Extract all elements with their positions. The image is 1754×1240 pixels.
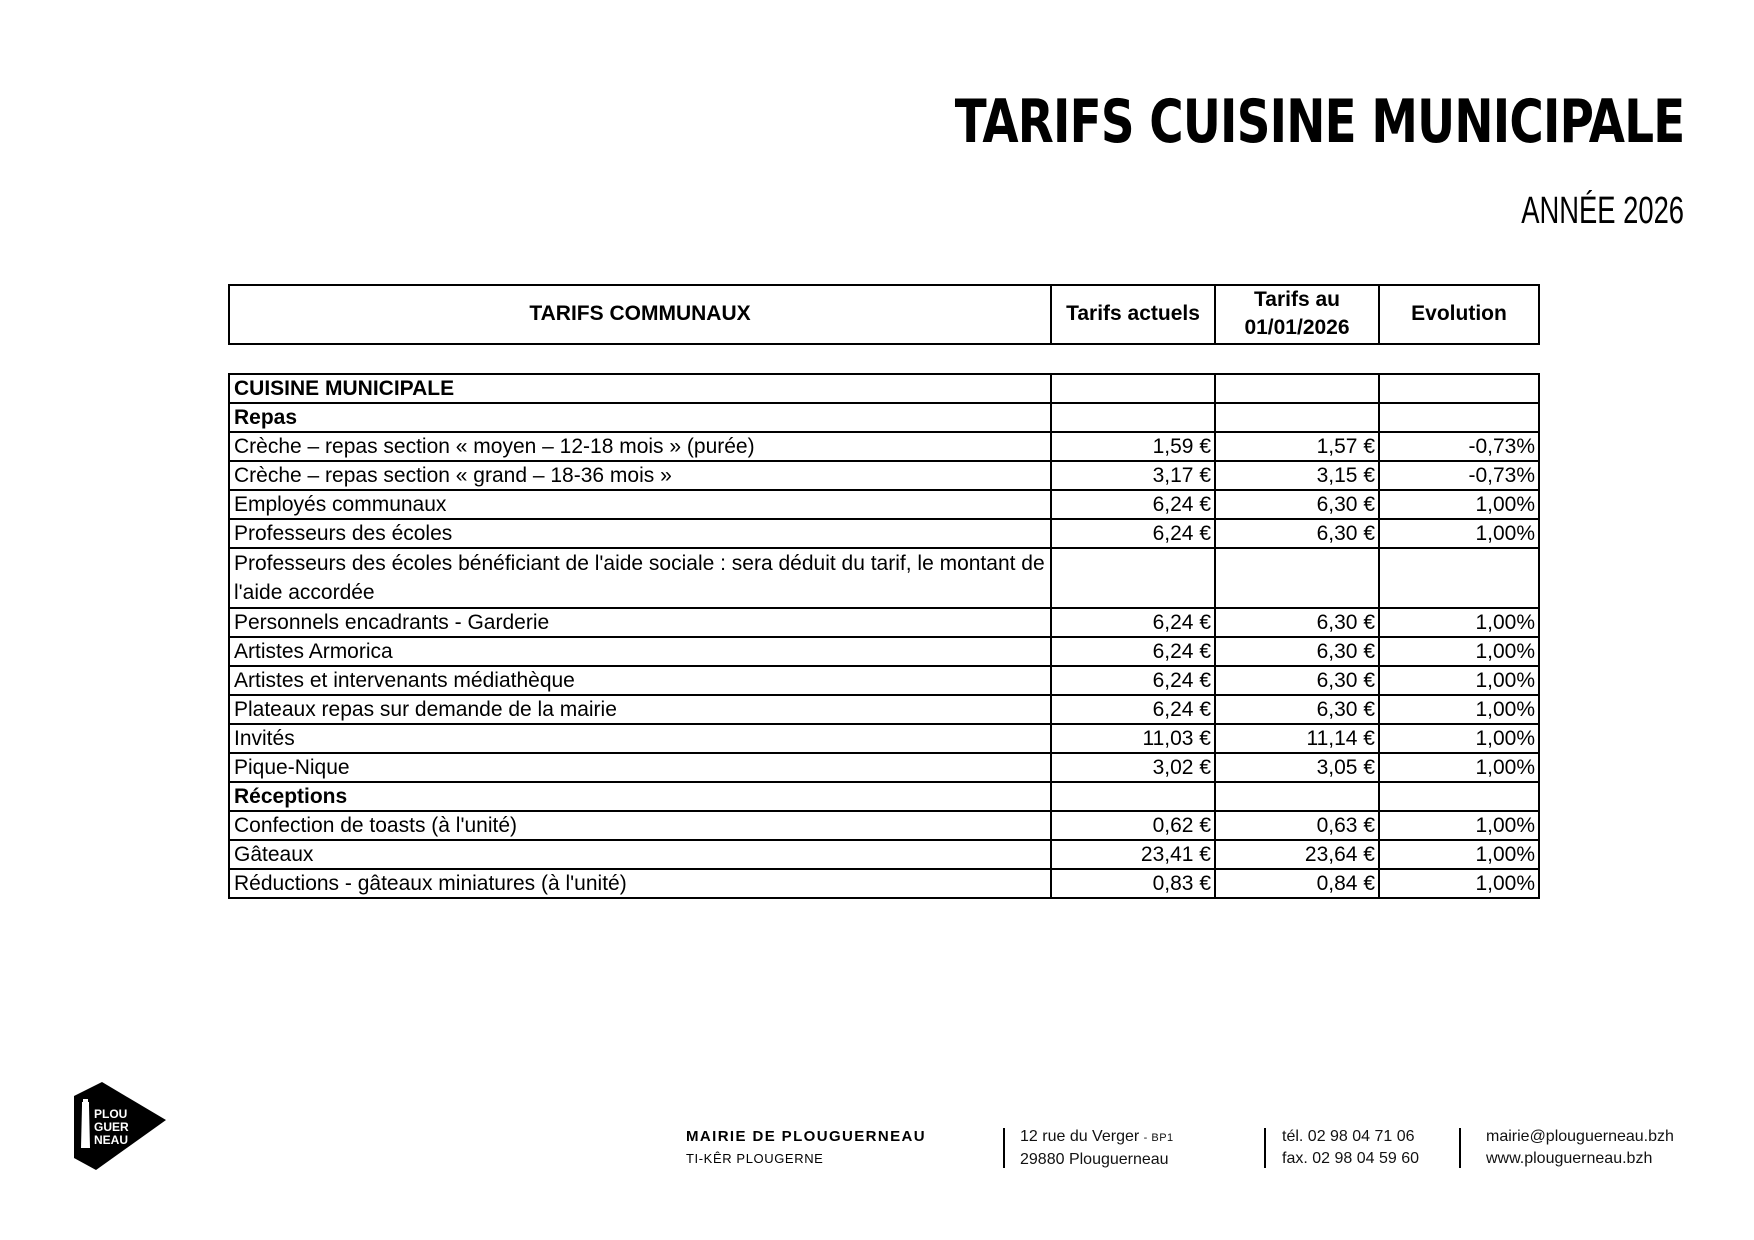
footer-divider: [1264, 1128, 1266, 1168]
footer-address: [1020, 1126, 1174, 1171]
new-price: 6,30 €: [1215, 666, 1379, 695]
new-price: 0,63 €: [1215, 811, 1379, 840]
current-price: 1,59 €: [1051, 432, 1215, 461]
current-price: 6,24 €: [1051, 490, 1215, 519]
subsection-row: [229, 782, 1539, 811]
logo-text-line2: GUER: [94, 1120, 129, 1134]
table-row: [229, 519, 1539, 548]
evolution-percent: 1,00%: [1379, 869, 1539, 898]
new-price: 6,30 €: [1215, 637, 1379, 666]
row-label: Employés communaux: [229, 490, 1051, 519]
current-price: 6,24 €: [1051, 519, 1215, 548]
new-price: [1215, 403, 1379, 432]
org-subtitle: TI-KÊR PLOUGERNE: [686, 1151, 824, 1166]
row-label: Repas: [229, 403, 1051, 432]
address-line1: 12 rue du Verger: [1020, 1128, 1140, 1145]
row-label: Gâteaux: [229, 840, 1051, 869]
current-price: 6,24 €: [1051, 666, 1215, 695]
new-price: 3,05 €: [1215, 753, 1379, 782]
evolution-percent: [1379, 782, 1539, 811]
current-price: 11,03 €: [1051, 724, 1215, 753]
row-label: Professeurs des écoles bénéficiant de l'aide sociale : sera déduit du tarif, le montant de l'aide accordée: [229, 548, 1051, 608]
row-label: Plateaux repas sur demande de la mairie: [229, 695, 1051, 724]
table-row: [229, 432, 1539, 461]
current-price: [1051, 374, 1215, 403]
current-price: 6,24 €: [1051, 695, 1215, 724]
row-label: Artistes et intervenants médiathèque: [229, 666, 1051, 695]
evolution-percent: -0,73%: [1379, 432, 1539, 461]
evolution-percent: 1,00%: [1379, 695, 1539, 724]
phone-fax: fax. 02 98 04 59 60: [1282, 1150, 1419, 1167]
header-tarifs-2026-line2: 01/01/2026: [1244, 316, 1350, 340]
row-label: Invités: [229, 724, 1051, 753]
page-title: TARIFS CUISINE MUNICIPALE: [954, 87, 1684, 157]
table-row: [229, 608, 1539, 637]
section-row: [229, 374, 1539, 403]
row-label: Personnels encadrants - Garderie: [229, 608, 1051, 637]
row-label: Réductions - gâteaux miniatures (à l'unité): [229, 869, 1051, 898]
evolution-percent: -0,73%: [1379, 461, 1539, 490]
logo-text-line1: PLOU: [94, 1107, 128, 1121]
contact-email[interactable]: mairie@plouguerneau.bzh: [1486, 1128, 1674, 1145]
evolution-percent: 1,00%: [1379, 753, 1539, 782]
table-row: [229, 637, 1539, 666]
subsection-row: [229, 403, 1539, 432]
current-price: 0,83 €: [1051, 869, 1215, 898]
new-price: 6,30 €: [1215, 519, 1379, 548]
footer-divider: [1459, 1128, 1461, 1168]
evolution-percent: [1379, 374, 1539, 403]
table-row: [229, 811, 1539, 840]
header-tarifs-actuels: Tarifs actuels: [1051, 285, 1215, 344]
footer-divider: [1003, 1128, 1005, 1168]
current-price: 0,62 €: [1051, 811, 1215, 840]
new-price: 3,15 €: [1215, 461, 1379, 490]
lighthouse-icon: [81, 1099, 90, 1148]
row-label: Confection de toasts (à l'unité): [229, 811, 1051, 840]
new-price: 11,14 €: [1215, 724, 1379, 753]
evolution-percent: 1,00%: [1379, 666, 1539, 695]
evolution-percent: 1,00%: [1379, 724, 1539, 753]
phone-tel: tél. 02 98 04 71 06: [1282, 1128, 1415, 1145]
logo-text-line3: NEAU: [94, 1133, 129, 1147]
address-bp: - BP1: [1143, 1132, 1174, 1144]
evolution-percent: 1,00%: [1379, 519, 1539, 548]
row-label: CUISINE MUNICIPALE: [229, 374, 1051, 403]
org-name: MAIRIE DE PLOUGUERNEAU: [686, 1128, 926, 1145]
current-price: [1051, 403, 1215, 432]
new-price: 23,64 €: [1215, 840, 1379, 869]
row-label: Crèche – repas section « grand – 18-36 mois »: [229, 461, 1051, 490]
row-label: Crèche – repas section « moyen – 12-18 mois » (purée): [229, 432, 1051, 461]
new-price: 6,30 €: [1215, 490, 1379, 519]
new-price: [1215, 782, 1379, 811]
current-price: 23,41 €: [1051, 840, 1215, 869]
table-row: [229, 753, 1539, 782]
address-line2: 29880 Plouguerneau: [1020, 1151, 1169, 1168]
table-header: [228, 284, 1540, 345]
header-tarifs-2026: [1215, 285, 1379, 344]
new-price: 6,30 €: [1215, 608, 1379, 637]
plouguerneau-logo: [74, 1082, 166, 1170]
table-row: [229, 490, 1539, 519]
row-label: Pique-Nique: [229, 753, 1051, 782]
footer-contact: [1486, 1126, 1674, 1170]
new-price: 1,57 €: [1215, 432, 1379, 461]
header-tarifs-2026-line1: Tarifs au: [1254, 288, 1340, 311]
current-price: 3,17 €: [1051, 461, 1215, 490]
table-row: [229, 724, 1539, 753]
current-price: 6,24 €: [1051, 637, 1215, 666]
footer-organization: [686, 1127, 926, 1169]
tariffs-table: [228, 373, 1540, 899]
contact-website[interactable]: www.plouguerneau.bzh: [1486, 1150, 1653, 1167]
evolution-percent: 1,00%: [1379, 637, 1539, 666]
row-label: Professeurs des écoles: [229, 519, 1051, 548]
row-label: Réceptions: [229, 782, 1051, 811]
current-price: 6,24 €: [1051, 608, 1215, 637]
evolution-percent: 1,00%: [1379, 608, 1539, 637]
table-row: [229, 840, 1539, 869]
table-row: [229, 695, 1539, 724]
evolution-percent: 1,00%: [1379, 840, 1539, 869]
header-evolution: Evolution: [1379, 285, 1539, 344]
row-label: Artistes Armorica: [229, 637, 1051, 666]
footer-phone: [1282, 1126, 1419, 1170]
table-row: [229, 548, 1539, 608]
page-subtitle: ANNÉE 2026: [1521, 190, 1684, 232]
current-price: 3,02 €: [1051, 753, 1215, 782]
new-price: [1215, 548, 1379, 608]
table-row: [229, 461, 1539, 490]
new-price: [1215, 374, 1379, 403]
table-row: [229, 869, 1539, 898]
evolution-percent: [1379, 403, 1539, 432]
evolution-percent: 1,00%: [1379, 811, 1539, 840]
header-tarifs-communaux: TARIFS COMMUNAUX: [229, 285, 1051, 344]
new-price: 0,84 €: [1215, 869, 1379, 898]
current-price: [1051, 548, 1215, 608]
evolution-percent: [1379, 548, 1539, 608]
table-row: [229, 666, 1539, 695]
evolution-percent: 1,00%: [1379, 490, 1539, 519]
current-price: [1051, 782, 1215, 811]
new-price: 6,30 €: [1215, 695, 1379, 724]
